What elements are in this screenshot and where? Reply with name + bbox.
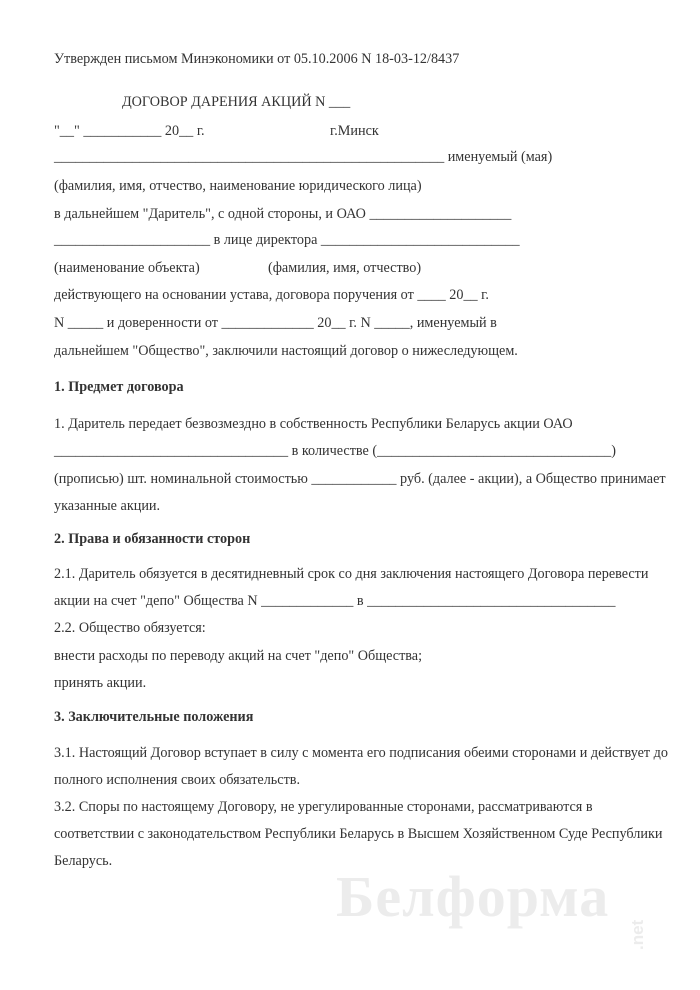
section-2-line-5: принять акции. bbox=[54, 675, 147, 691]
section-2-heading: 2. Права и обязанности сторон bbox=[54, 531, 251, 547]
document-title: ДОГОВОР ДАРЕНИЯ АКЦИЙ N ___ bbox=[122, 94, 351, 110]
section-1-line-1: 1. Даритель передает безвозмездно в собственность Республики Беларусь акции ОАО bbox=[54, 416, 573, 432]
belforma-watermark: Белформа bbox=[336, 864, 610, 929]
section-3-line-5: Беларусь. bbox=[54, 853, 113, 869]
object-name-hint: (наименование объекта) bbox=[54, 260, 200, 276]
city-name: г.Минск bbox=[330, 123, 379, 139]
belforma-watermark-suffix: .net bbox=[628, 919, 647, 950]
director-line: ______________________ в лице директора ____________________________ bbox=[54, 232, 520, 248]
section-3-line-1: 3.1. Настоящий Договор вступает в силу с момента его подписания обеими сторонами и действует до bbox=[54, 745, 668, 761]
section-3-heading: 3. Заключительные положения bbox=[54, 709, 254, 725]
society-line: дальнейшем "Общество", заключили настоящий договор о нижеследующем. bbox=[54, 343, 518, 359]
party-name-line: _______________________________________________________ именуемый (мая) bbox=[54, 149, 553, 165]
section-1-line-3: (прописью) шт. номинальной стоимостью ____________ руб. (далее - акции), а Общество принимает bbox=[54, 471, 666, 487]
section-3-line-4: соответствии с законодательством Республики Беларусь в Высшем Хозяйственном Суде Республики bbox=[54, 826, 663, 842]
section-3-line-3: 3.2. Споры по настоящему Договору, не урегулированные сторонами, рассматриваются в bbox=[54, 799, 593, 815]
section-1-line-2: _________________________________ в количестве (_________________________________) bbox=[54, 443, 616, 459]
donor-line: в дальнейшем "Даритель", с одной стороны, и ОАО ____________________ bbox=[54, 206, 512, 222]
director-name-hint: (фамилия, имя, отчество) bbox=[268, 260, 422, 276]
section-2-line-1: 2.1. Даритель обязуется в десятидневный срок со дня заключения настоящего Договора перевести bbox=[54, 566, 649, 582]
party-name-hint: (фамилия, имя, отчество, наименование юридического лица) bbox=[54, 178, 422, 194]
approval-note: Утвержден письмом Минэкономики от 05.10.2006 N 18-03-12/8437 bbox=[54, 51, 460, 67]
section-2-line-2: акции на счет "депо" Общества N _____________ в ___________________________________ bbox=[54, 593, 616, 609]
date-line: "__" ___________ 20__ г. bbox=[54, 123, 205, 139]
section-1-line-4: указанные акции. bbox=[54, 498, 161, 514]
section-3-line-2: полного исполнения своих обязательств. bbox=[54, 772, 301, 788]
section-2-line-3: 2.2. Общество обязуется: bbox=[54, 620, 206, 636]
section-1-heading: 1. Предмет договора bbox=[54, 379, 184, 395]
section-2-line-4: внести расходы по переводу акций на счет "депо" Общества; bbox=[54, 648, 423, 664]
basis-line: действующего на основании устава, договора поручения от ____ 20__ г. bbox=[54, 287, 489, 303]
proxy-line: N _____ и доверенности от _____________ 20__ г. N _____, именуемый в bbox=[54, 315, 497, 331]
